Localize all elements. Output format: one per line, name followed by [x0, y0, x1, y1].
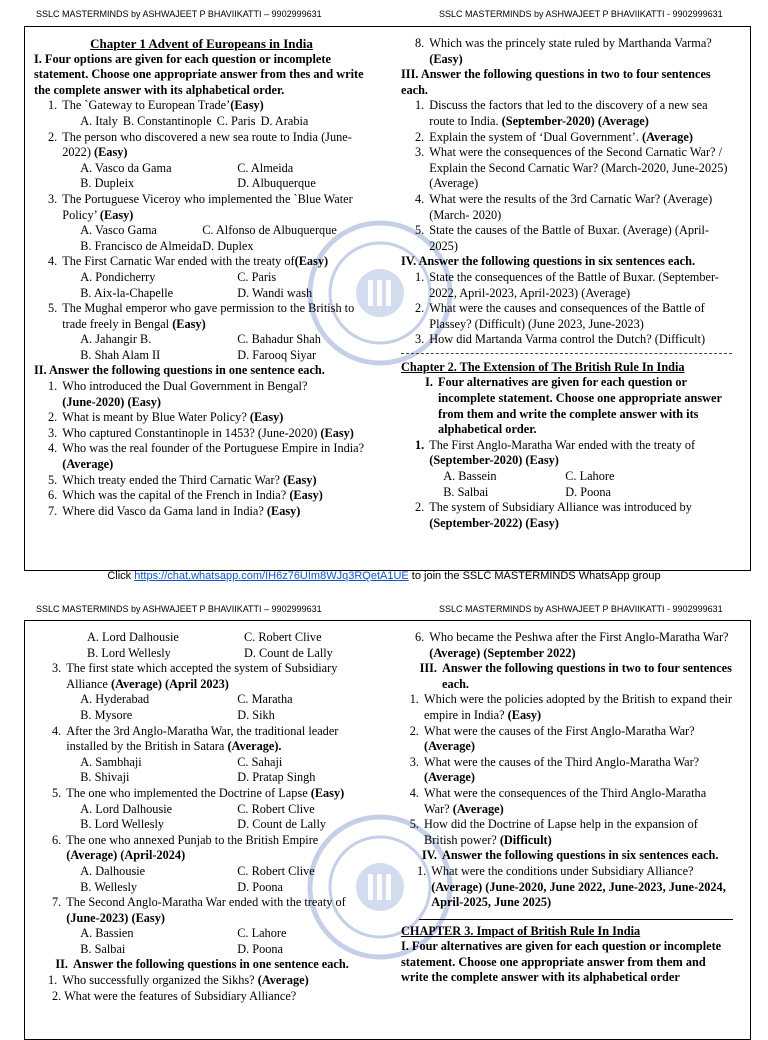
ch2-short-q-6: 6. Who became the Peshwa after the First Anglo-Maratha War? (Average) (September 2022)	[415, 630, 729, 660]
short-q-6: 6. Which was the capital of the French in India? (Easy)	[48, 488, 323, 503]
page-1-left-column	[34, 36, 369, 519]
mcq-5: 5. The Mughal emperor who gave permission to the British to trade freely in Bengal (Easy) A. Jahangir B. C. Bahadur Shah B. Shah Alam II D. Farooq Siyar	[48, 301, 355, 362]
ch2-short-q-1: 1. Who successfully organized the Sikhs? (Average)	[48, 973, 309, 988]
whatsapp-footer: Click https://chat.whatsapp.com/IH6z76UIm8WJq3RQetA1UE to join the SSLC MASTERMINDS WhatsApp group	[107, 570, 661, 582]
page-2-left-column	[34, 630, 369, 1004]
page-header-right: SSLC MASTERMINDS by ASHWAJEET P BHAVIIKATTI - 9902999631	[439, 9, 723, 19]
short-q-5: 5. Which treaty ended the Third Carnatic War? (Easy)	[48, 472, 317, 487]
essay-q-3: 3. How did Martanda Varma control the Dutch? (Difficult)	[415, 332, 706, 347]
ch2-mcq-3: 3. The first state which accepted the system of Subsidiary Alliance (Average) (April 2023) A. Hyderabad C. Maratha B. Mysore D. Sikh	[52, 661, 338, 722]
mcq-3: 3. The Portuguese Viceroy who implemented the `Blue Water Policy’ (Easy) A. Vasco Gama C. Alfonso de Albuquerque B. Francisco de Almeida D. Duplex	[48, 191, 353, 253]
divider-2	[419, 919, 733, 920]
ch2-mcq-5: 5. The one who implemented the Doctrine of Lapse (Easy) A. Lord Dalhousie C. Robert Clive B. Lord Wellesly D. Count de Lally	[52, 785, 345, 832]
ch2-section-i-heading: I. Four alternatives are given for each question or incomplete statement. Choose one appropriate answer from them and write the complete answer with its alphabetical order.	[425, 375, 722, 437]
page-2-right-column	[401, 630, 733, 986]
ch2-long-q-1: 1. Which were the policies adopted by the British to expand their empire in India? (Easy)	[409, 692, 733, 722]
page-1-right-column	[401, 36, 732, 531]
section-ii-heading: II. Answer the following questions in one sentence each.	[34, 363, 325, 378]
short-q-2: 2. What is meant by Blue Water Policy? (Easy)	[48, 410, 284, 425]
ch2-section-iv-heading: IV. Answer the following questions in six sentences each.	[421, 848, 719, 863]
ch2-mcq-1: 1. The First Anglo-Maratha War ended with the treaty of (September-2020) (Easy) A. Bassein C. Lahore B. Salbai D. Poona	[415, 437, 696, 499]
short-q-4: 4. Who was the real founder of the Portuguese Empire in India? (Average)	[48, 441, 365, 472]
ch2-mcq-2-options: A. Lord Dalhousie C. Robert Clive B. Lord Wellesly D. Count de Lally	[87, 630, 333, 660]
essay-q-2: 2. What were the causes and consequences of the Battle of Plassey? (Difficult) (June 2023, June-2023)	[415, 301, 705, 331]
long-q-3: 3. What were the consequences of the Second Carnatic War? / Explain the Second Carnatic War? (March-2020, June-2025) (Average)	[415, 145, 728, 191]
page-header-left: SSLC MASTERMINDS by ASHWAJEET P BHAVIIKATTI – 9902999631	[36, 9, 322, 19]
divider	[401, 353, 732, 354]
section-iv-heading: IV. Answer the following questions in six sentences each.	[401, 254, 696, 269]
long-q-4: 4. What were the results of the 3rd Carnatic War? (Average) (March- 2020)	[415, 191, 713, 222]
ch2-mcq-4: 4. After the 3rd Anglo-Maratha War, the traditional leader installed by the British in Satara (Average). A. Sambhaji C. Sahaji B. Shivaji D. Pratap Singh	[52, 723, 339, 785]
chapter-3-title: CHAPTER 3. Impact of British Rule In India	[401, 923, 641, 938]
short-q-3: 3. Who captured Constantinople in 1453? (June-2020) (Easy)	[48, 425, 354, 440]
section-i-heading: I. Four options are given for each question or incomplete statement. Choose one appropriate answer from thes and write the complete answer with its alphabetical order.	[34, 51, 364, 97]
ch2-mcq-7: 7. The Second Anglo-Maratha War ended with the treaty of (June-2023) (Easy) A. Bassien C. Lahore B. Salbai D. Poona	[52, 895, 346, 956]
mcq-2: 2. The person who discovered a new sea route to India (June-2022) (Easy) A. Vasco da Gama C. Almeida B. Dupleix D. Albuquerque	[48, 129, 352, 191]
ch2-long-q-3: 3. What were the causes of the Third Anglo-Maratha War? (Average)	[409, 754, 700, 785]
ch2-section-ii-heading: II. Answer the following questions in one sentence each.	[55, 957, 349, 972]
short-q-7: 7. Where did Vasco da Gama land in India? (Easy)	[48, 503, 301, 518]
short-q-1: 1. Who introduced the Dual Government in Bengal? (June-2020) (Easy)	[48, 379, 308, 409]
ch2-short-q-2-partial: 2. What were the features of Subsidiary Alliance?	[52, 988, 297, 1003]
chapter-2-title: Chapter 2. The Extension of The British Rule In India	[401, 359, 685, 374]
ch2-long-q-2: 2. What were the causes of the First Anglo-Maratha War? (Average)	[409, 723, 695, 754]
ch2-section-iii-heading: III. Answer the following questions in two to four sentences each.	[419, 661, 732, 691]
ch2-mcq-6: 6. The one who annexed Punjab to the British Empire (Average) (April-2024) A. Dalhousie C. Robert Clive B. Wellesly D. Poona	[52, 832, 319, 894]
long-q-5: 5. State the causes of the Battle of Buxar. (Average) (April-2025)	[415, 223, 710, 253]
chapter-1-title: Chapter 1 Advent of Europeans in India	[90, 36, 313, 51]
long-q-1: 1. Discuss the factors that led to the discovery of a new sea route to India. (September-2020) (Average)	[415, 98, 708, 128]
mcq-4: 4. The First Carnatic War ended with the treaty of(Easy) A. Pondicherry C. Paris B. Aix-la-Chapelle D. Wandi wash	[48, 254, 329, 300]
ch3-section-i-heading: I. Four alternatives are given for each question or incomplete statement. Choose one appropriate answer from them and write the complete answer with its alphabetical order	[401, 939, 722, 985]
long-q-2: 2. Explain the system of ‘Dual Government’. (Average)	[415, 129, 693, 144]
short-q-8: 8. Which was the princely state ruled by Marthanda Varma? (Easy)	[415, 36, 712, 66]
ch2-long-q-5: 5. How did the Doctrine of Lapse help in the expansion of British power? (Difficult)	[409, 817, 698, 847]
essay-q-1: 1. State the consequences of the Battle of Buxar. (September-2022, April-2023, April-2023) (Average)	[415, 269, 719, 300]
ch2-essay-q-1: 1. What were the conditions under Subsidiary Alliance? (Average) (June-2020, June 2022, June-2023, June-2024, April-2025, June 2025)	[417, 863, 726, 910]
ch2-mcq-2: 2. The system of Subsidiary Alliance was introduced by (September-2022) (Easy)	[415, 500, 692, 530]
mcq-1: 1. The `Gateway to European Trade’(Easy) A. Italy B. Constantinople C. Paris D. Arabia	[48, 98, 309, 128]
page-2-header-left: SSLC MASTERMINDS by ASHWAJEET P BHAVIIKATTI – 9902999631	[36, 604, 322, 614]
whatsapp-link[interactable]: https://chat.whatsapp.com/IH6z76UIm8WJq3RQetA1UE	[134, 570, 409, 582]
page-2-header-right: SSLC MASTERMINDS by ASHWAJEET P BHAVIIKATTI - 9902999631	[439, 604, 723, 614]
ch2-long-q-4: 4. What were the consequences of the Third Anglo-Maratha War? (Average)	[409, 785, 707, 816]
section-iii-heading: III. Answer the following questions in two to four sentences each.	[401, 67, 711, 97]
